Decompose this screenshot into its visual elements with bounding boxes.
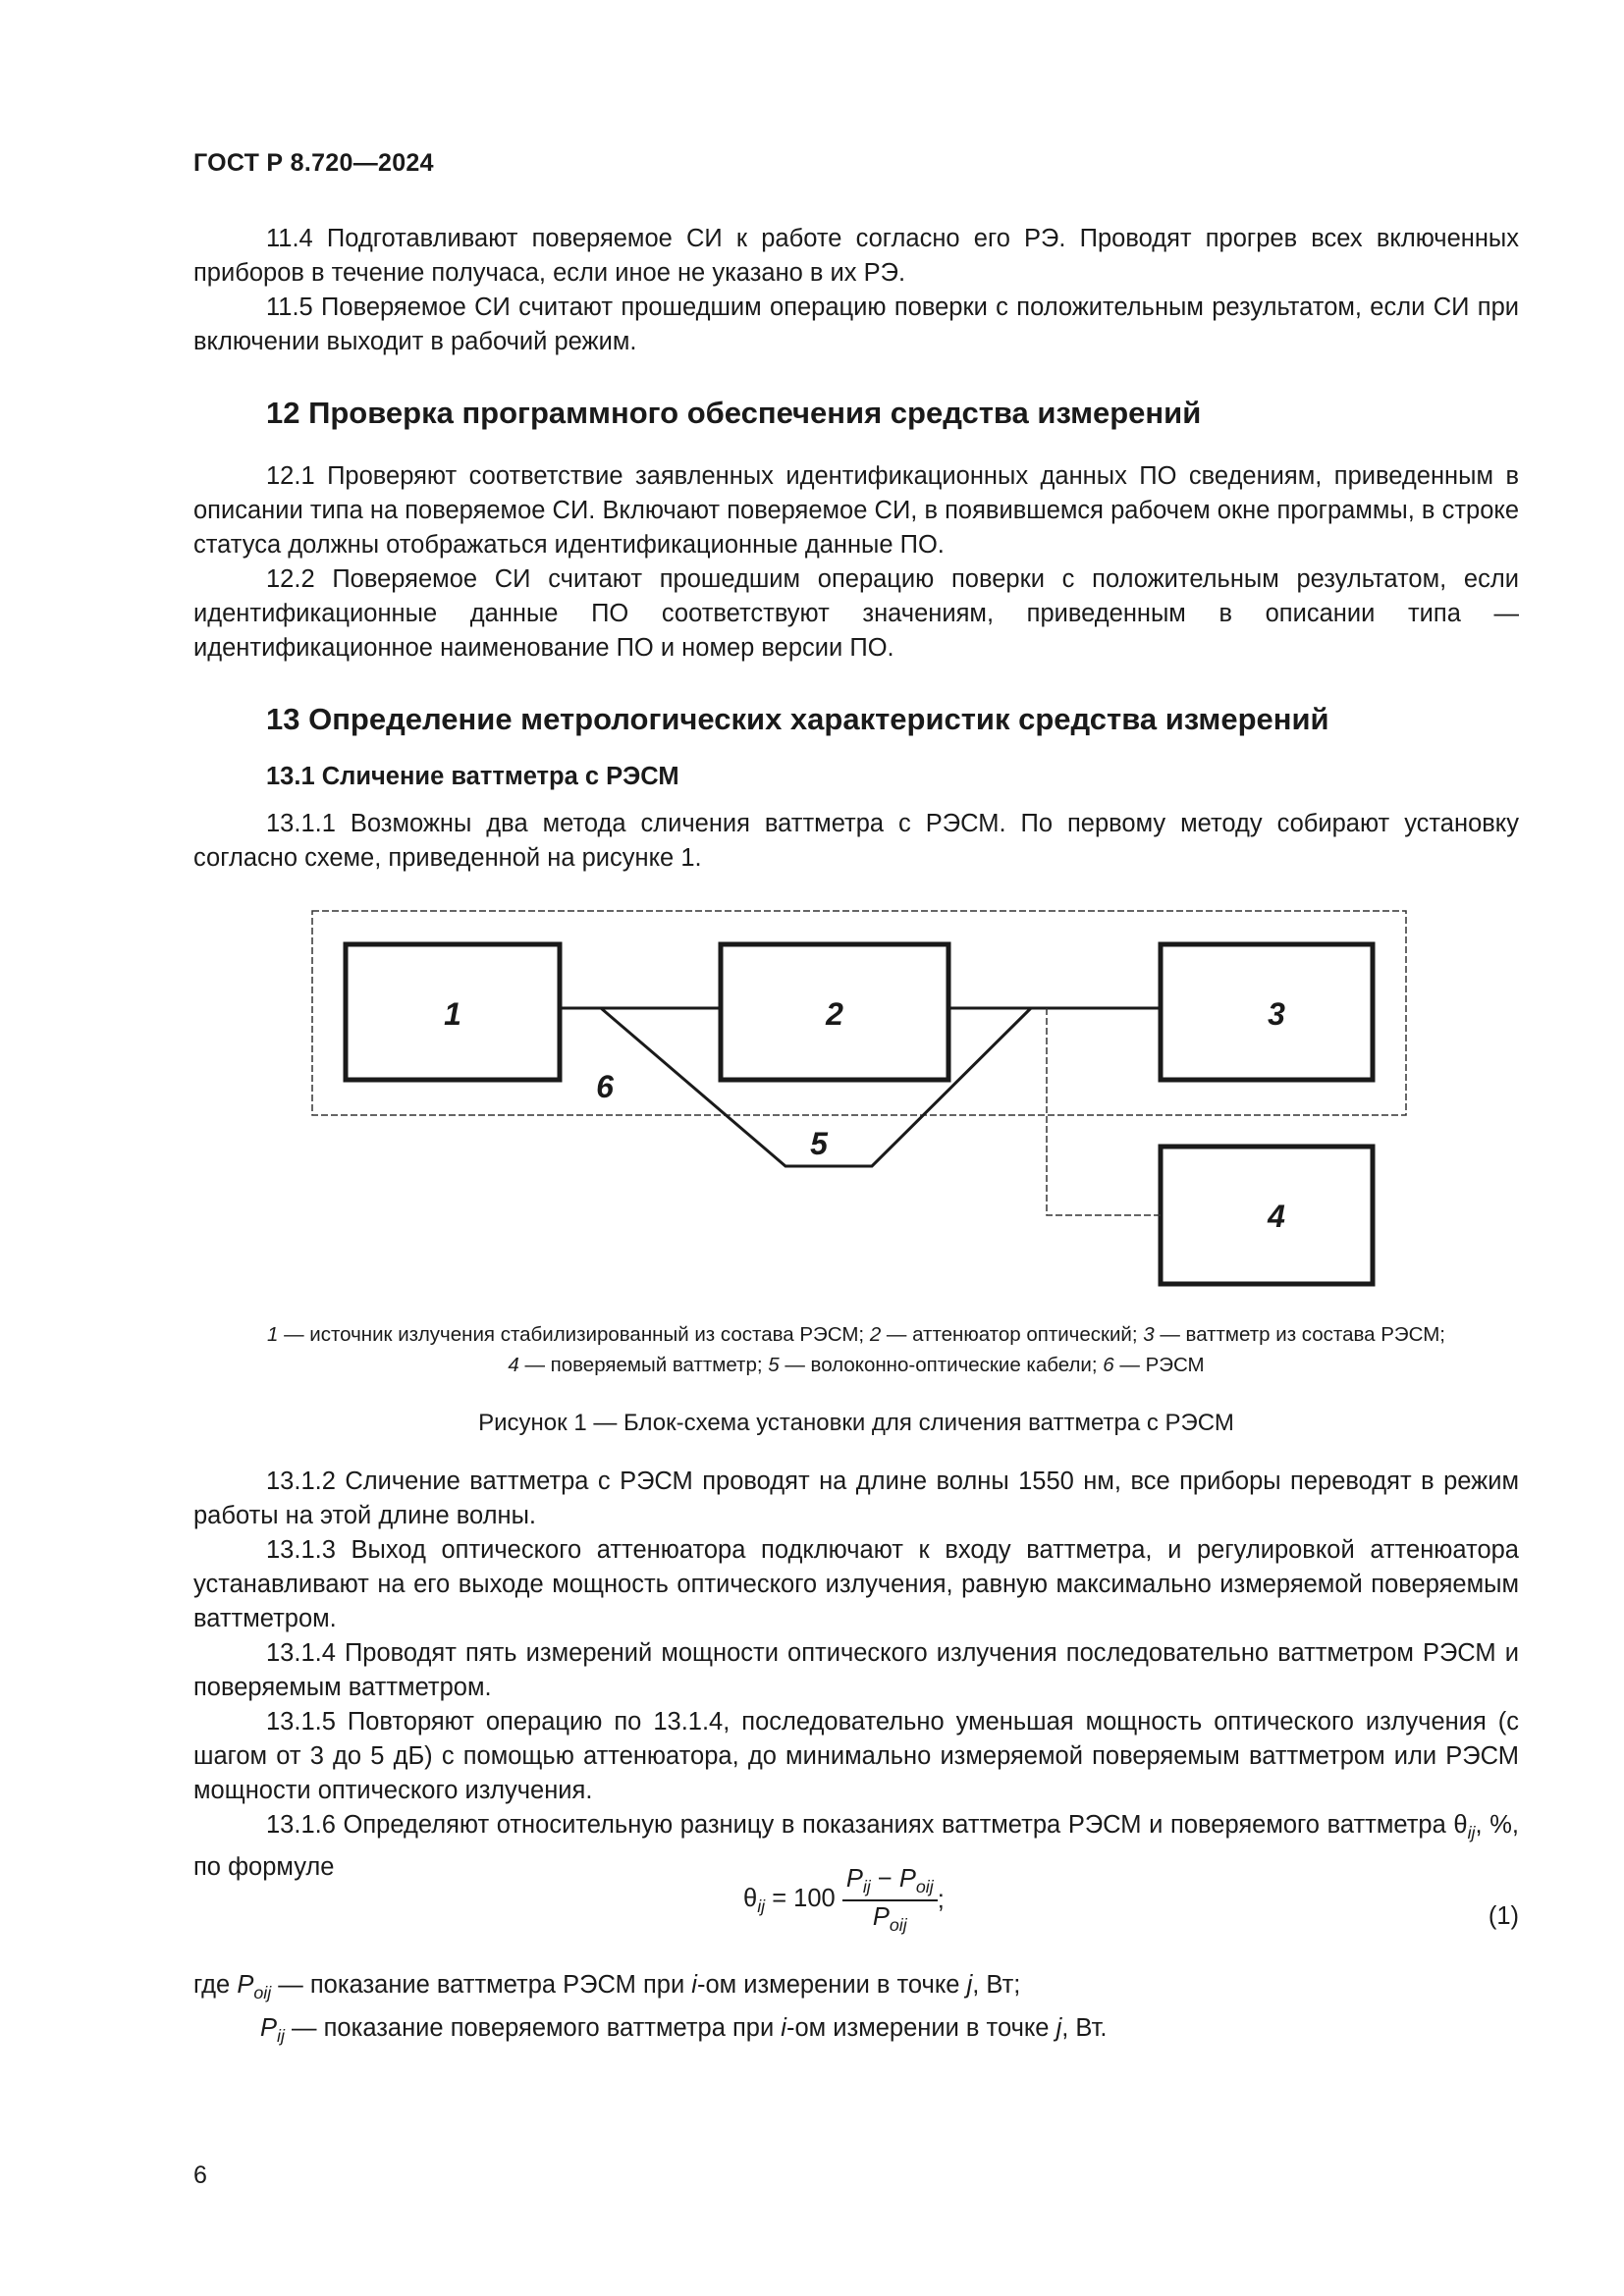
document-code-header: ГОСТ Р 8.720—2024	[193, 149, 434, 177]
label-6: 6	[596, 1069, 614, 1104]
legend-num: 4	[508, 1354, 519, 1376]
page-number: 6	[193, 2162, 207, 2189]
formula-number: (1)	[1488, 1902, 1519, 1930]
formula-tail: ;	[937, 1886, 945, 1914]
paragraph-12-2: 12.2 Поверяемое СИ считают прошедшим операцию поверки с положительным результатом, если идентификационные данные ПО соответствуют значениям, приведенным в описании типа — идентификационное наименование ПО и номер версии ПО.	[193, 565, 1519, 662]
paragraph-13-1-4: 13.1.4 Проводят пять измерений мощности оптического излучения последовательно ваттметром РЭСМ и поверяемым ваттметром.	[193, 1639, 1519, 1701]
paragraph-12-1: 12.1 Проверяют соответствие заявленных идентификационных данных ПО сведениям, приведенным в описании типа на поверяемое СИ. Включают поверяемое СИ, в появившемся рабочем окне программы, в строке статуса должны отображаться идентификационные данные ПО.	[193, 462, 1519, 559]
block-3-wattmeter-resm	[1161, 944, 1373, 1080]
label-4: 4	[1268, 1199, 1285, 1234]
block-diagram	[304, 903, 1414, 1296]
section-13-title: 13 Определение метрологических характеристик средства измерений	[266, 702, 1329, 736]
legend-text: — ваттметр из состава РЭСМ;	[1154, 1323, 1445, 1346]
subscript: ij	[1467, 1823, 1476, 1843]
formula-definitions	[193, 1967, 1519, 2054]
figure-legend	[193, 1319, 1519, 1380]
definition-p-ij: $P_{ij}$ — показание поверяемого ваттметра при i-ом измерении в точке j, Вт.	[260, 2014, 1108, 2047]
formula-denominator: $P_{oij}$	[872, 1903, 907, 1936]
main-text-top	[193, 222, 1519, 876]
legend-num: 6	[1103, 1354, 1114, 1376]
legend-text: — аттенюатор оптический;	[881, 1323, 1144, 1346]
text: 13.1.6 Определяют относительную разницу в показаниях ваттметра РЭСМ и поверяемого ваттметра θ	[266, 1811, 1468, 1839]
formula-1	[193, 1865, 1519, 1963]
cable-to-4-dashed	[1047, 1008, 1161, 1215]
paragraph-13-1-3: 13.1.3 Выход оптического аттенюатора подключают к входу ваттметра, и регулировкой аттенюатора устанавливают на его выходе мощность оптического излучения, равную максимально измеряемой поверяемым ваттметром.	[193, 1536, 1519, 1632]
label-3: 3	[1268, 996, 1285, 1032]
legend-text: — источник излучения стабилизированный из состава РЭСМ;	[278, 1323, 870, 1346]
paragraph-13-1-5: 13.1.5 Повторяют операцию по 13.1.4, последовательно уменьшая мощность оптического излучения (с шагом от 3 до 5 дБ) с помощью аттенюатора, до минимально измеряемой поверяемым ваттметром или РЭСМ мощности оптического излучения.	[193, 1708, 1519, 1804]
paragraph-13-1-1: 13.1.1 Возможны два метода сличения ваттметра с РЭСМ. По первому методу собирают установку согласно схеме, приведенной на рисунке 1.	[193, 810, 1519, 872]
legend-text: — РЭСМ	[1113, 1354, 1205, 1376]
paragraph-13-1-2: 13.1.2 Сличение ваттметра с РЭСМ проводят на длине волны 1550 нм, все приборы переводят в режим работы на этой длине волны.	[193, 1468, 1519, 1529]
paragraph-11-4: 11.4 Подготавливают поверяемое СИ к работе согласно его РЭ. Проводят прогрев всех включенных приборов в течение получаса, если иное не указано в их РЭ.	[193, 225, 1519, 287]
formula-lhs: $\theta_{ij} = 100$	[743, 1884, 836, 1916]
formula-fraction	[842, 1865, 938, 1936]
formula-expression	[743, 1865, 945, 1936]
subsection-13-1-title: 13.1 Сличение ваттметра с РЭСМ	[266, 763, 679, 790]
figure-caption: Рисунок 1 — Блок-схема установки для сличения ваттметра с РЭСМ	[478, 1410, 1234, 1436]
legend-text: — волоконно-оптические кабели;	[779, 1354, 1104, 1376]
legend-line-1	[193, 1319, 1519, 1350]
label-5: 5	[810, 1126, 828, 1161]
legend-text: — поверяемый ваттметр;	[518, 1354, 769, 1376]
paragraph-11-5: 11.5 Поверяемое СИ считают прошедшим операцию поверки с положительным результатом, если СИ при включении выходит в рабочий режим.	[193, 294, 1519, 355]
block-4-wattmeter-tested	[1161, 1147, 1373, 1284]
label-1: 1	[444, 996, 461, 1032]
text: , %, по формуле	[193, 1811, 1519, 1882]
label-2: 2	[826, 996, 843, 1032]
definition-p-oij: где $P_{oij}$ — показание ваттметра РЭСМ при i-ом измерении в точке j, Вт;	[193, 1971, 1021, 2003]
formula-numerator: $P_{ij} - P_{oij}$	[842, 1865, 938, 1901]
legend-num: 2	[869, 1323, 882, 1346]
legend-num: 5	[768, 1354, 780, 1376]
main-text-bottom	[193, 1465, 1519, 1885]
legend-num: 3	[1143, 1323, 1155, 1346]
section-12-title: 12 Проверка программного обеспечения средства измерений	[266, 396, 1202, 430]
legend-line-2	[193, 1350, 1519, 1380]
legend-num: 1	[267, 1323, 279, 1346]
